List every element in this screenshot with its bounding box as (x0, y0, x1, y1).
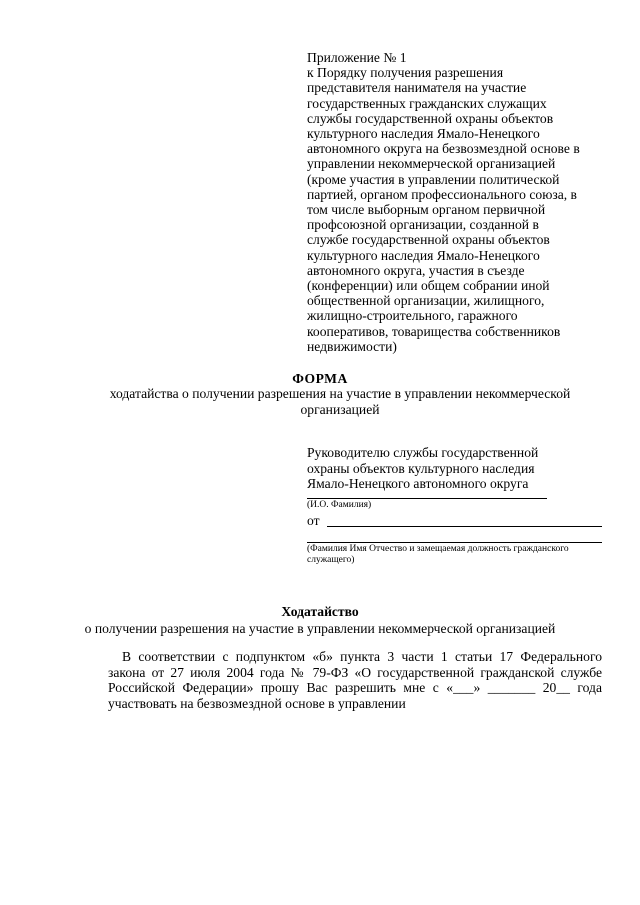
appendix-line: службы государственной охраны объектов (307, 110, 554, 126)
sender-line-2 (307, 542, 602, 543)
appendix-line: (кроме участия в управлении политической (307, 171, 560, 187)
sender-caption-line: служащего) (307, 555, 355, 565)
petition-body-line: закона от 27 июля 2004 года № 79-ФЗ «О государственной гражданской службе (108, 664, 602, 680)
recipient-block (307, 445, 607, 492)
appendix-line: Приложение № 1 (307, 50, 407, 65)
appendix-line: автономного округа, участия в съезде (307, 262, 525, 278)
petition-body-line: В соответствии с подпунктом «б» пункта 3 части 1 статьи 17 Федерального (122, 649, 602, 664)
form-subtitle (60, 386, 620, 417)
sender-caption-line: (Фамилия Имя Отчество и замещаемая должность гражданского (307, 544, 569, 554)
appendix-line: культурного наследия Ямало-Ненецкого (307, 126, 540, 142)
appendix-line: недвижимости) (307, 338, 397, 354)
form-title: ФОРМА (292, 371, 348, 386)
recipient-line: охраны объектов культурного наследия (307, 460, 535, 476)
appendix-line: к Порядку получения разрешения (307, 65, 504, 81)
appendix-header (307, 50, 607, 354)
appendix-line: управлении некоммерческой организацией (307, 156, 556, 172)
appendix-line: службе государственной охраны объектов (307, 232, 550, 248)
recipient-name-line (307, 498, 547, 499)
petition-title: Ходатайство (281, 604, 359, 619)
petition-subtitle: о получении разрешения на участие в управлении некоммерческой организацией (84, 621, 556, 636)
recipient-line: Руководителю службы государственной (307, 445, 539, 460)
form-subtitle-line: организацией (300, 401, 380, 417)
appendix-line: автономного округа на безвозмездной основе в (307, 141, 580, 157)
appendix-line: том числе выборным органом первичной (307, 202, 546, 218)
appendix-line: профсоюзной организации, созданной в (307, 217, 539, 233)
petition-body-line: участвовать на безвозмездной основе в управлении (108, 695, 406, 711)
appendix-line: государственных гражданских служащих (307, 95, 547, 111)
appendix-line: представителя нанимателя на участие (307, 80, 527, 96)
petition-body (108, 649, 602, 711)
from-label: от (307, 513, 320, 528)
petition-body-line: Российской Федерации» прошу Вас разрешить мне с «___» _______ 20__ года (108, 680, 602, 696)
appendix-line: общественной организации, жилищного, (307, 293, 545, 309)
appendix-line: жилищно-строительного, гаражного (307, 308, 518, 324)
appendix-line: партией, органом профессионального союза, в (307, 186, 577, 202)
sender-line-1 (327, 526, 602, 527)
sender-caption (307, 544, 569, 566)
name-caption: (И.О. Фамилия) (307, 500, 372, 510)
form-subtitle-line: ходатайства о получении разрешения на участие в управлении некоммерческой (109, 386, 571, 401)
recipient-line: Ямало-Ненецкого автономного округа (307, 476, 529, 491)
appendix-line: культурного наследия Ямало-Ненецкого (307, 247, 540, 263)
appendix-line: (конференции) или общем собрании иной (307, 278, 550, 294)
appendix-line: кооперативов, товарищества собственников (307, 323, 561, 339)
